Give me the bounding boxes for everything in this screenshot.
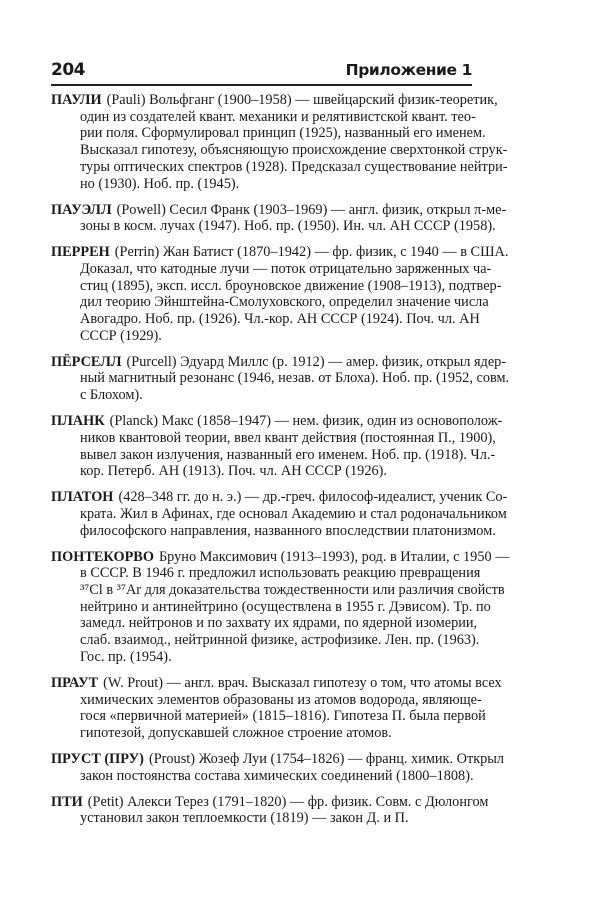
entry-line [51,244,509,261]
entry-line: ³⁷Cl в ³⁷Ar для доказательства тождественности или различия свойств [80,582,505,599]
entry-line [51,489,508,506]
entry-line: философского направления, названного впоследствии платонизмом. [80,522,496,539]
dictionary-entry [51,750,505,784]
entry-line: рии поля. Сформулировал принцип (1925), названный его именем. [80,125,486,142]
dictionary-entry [51,793,489,827]
entry-line: но (1930). Ноб. пр. (1945). [80,175,240,192]
dictionary-entry [51,92,508,192]
entry-text: (Powell) Сесил Франк (1903–1969) — англ. физик, открыл π-ме- [116,201,507,218]
entry-line: закон постоянства состава химических соединений (1800–1808). [80,767,474,784]
entry-line [51,92,498,109]
entry-line: Гос. пр. (1954). [80,648,172,665]
entry-line: туры оптических спектров (1928). Предсказал существование нейтри- [80,158,508,175]
dictionary-entries [51,92,510,836]
entry-headword: ПОНТЕКОРВО [51,548,154,565]
entry-line: ный магнитный резонанс (1946, незав. от Блоха). Ноб. пр. (1952, совм. [80,370,510,387]
dictionary-entry [51,244,509,344]
entry-text: (Proust) Жозеф Луи (1754–1826) — франц. химик. Открыл [148,750,505,767]
entry-text: (Pauli) Вольфганг (1900–1958) — швейцарский физик-теоретик, [106,92,498,108]
dictionary-entry [51,413,503,480]
entry-line: установил закон теплоемкости (1819) — закон Д. и П. [80,810,409,827]
entry-line: замедл. нейтронов и по захвату их ядрами, по ядерной изомерии, [80,615,478,632]
entry-line: крата. Жил в Афинах, где основал Академию и стал родоначальником [80,505,507,522]
entry-headword: ПЛАНК [51,413,105,430]
entry-headword: ПЕРРЕН [51,244,110,261]
entry-line: ников квантовой теории, ввел квант действия (постоянная П., 1900), [80,429,496,446]
entry-line: кор. Петерб. АН (1913). Поч. чл. АН СССР (1926). [80,463,387,480]
entry-line: вывел закон излучения, названный его именем. Ноб. пр. (1918). Чл.- [80,446,496,463]
page-number: 204 [51,60,85,80]
entry-line: Авогадро. Ноб. пр. (1926). Чл.-кор. АН СССР (1924). Поч. чл. АН [80,311,480,328]
entry-text: (Petit) Алекси Терез (1791–1820) — фр. физик. Совм. с Дюлонгом [87,793,489,810]
entry-line: нейтрино и антинейтрино (осуществлена в 1955 г. Дэвисом). Тр. по [80,598,491,615]
entry-headword: ПЁРСЕЛЛ [51,353,122,370]
entry-line [51,353,507,371]
entry-line: Доказал, что катодные лучи — поток отрицательно заряженных ча- [80,260,492,277]
entry-text: (Perrin) Жан Батист (1870–1942) — фр. физик, с 1940 — в США. [114,244,509,261]
entry-line: гипотезой, допускавшей сложное строение атомов. [80,724,392,741]
header-rule [51,84,472,86]
entry-line: гося «первичной материей» (1815–1816). Гипотеза П. была первой [80,708,486,725]
entry-line [51,548,510,566]
entry-line [51,793,489,811]
dictionary-entry [51,353,510,404]
entry-headword: ПРАУТ [51,674,99,691]
entry-text: (Purcell) Эдуард Миллс (р. 1912) — амер. физик, открыл ядер- [126,353,507,370]
entry-headword: ПРУСТ (ПРУ) [51,750,144,767]
entry-headword: ПАУЛИ [51,92,102,108]
entry-text: Бруно Максимович (1913–1993), род. в Италии, с 1950 — [158,548,510,565]
entry-line [51,674,502,692]
entry-line: химических элементов образованы из атомов водорода, являюще- [80,691,482,708]
page-header [51,60,472,84]
entry-line [51,413,503,430]
entry-headword: ПЛАТОН [51,489,114,506]
dictionary-entry [51,489,508,539]
entry-line: с Блохом). [80,387,143,404]
entry-headword: ПАУЭЛЛ [51,201,112,218]
entry-headword: ПТИ [51,793,83,810]
entry-line: зоны в косм. лучах (1947). Ноб. пр. (1950). Ин. чл. АН СССР (1958). [80,218,496,235]
entry-line [51,201,507,219]
entry-line: слаб. взаимод., нейтринной физике, астрофизике. Лен. пр. (1963). [80,632,480,649]
dictionary-entry [51,201,507,235]
entry-line [51,750,505,768]
entry-text: (428–348 гг. до н. э.) — др.-греч. философ-идеалист, ученик Со- [118,489,508,506]
entry-text: (W. Prout) — англ. врач. Высказал гипотезу о том, что атомы всех [103,674,502,691]
running-title: Приложение 1 [345,61,472,79]
entry-text: (Planck) Макс (1858–1947) — нем. физик, один из основополож- [109,413,503,430]
dictionary-entry [51,674,502,742]
entry-line: в СССР. В 1946 г. предложил использовать реакцию превращения [80,565,481,582]
entry-line: дил теорию Эйнштейна-Смолуховского, определил значение числа [80,294,489,311]
entry-line: СССР (1929). [80,327,162,344]
entry-line: Высказал гипотезу, объясняющую происхождение сверхтонкой струк- [80,142,508,159]
entry-line: один из создателей квант. механики и релятивистской квант. тео- [80,108,476,125]
entry-line: стиц (1895), эксп. иссл. броуновское движение (1908–1913), подтвер- [80,277,502,294]
dictionary-entry [51,548,510,666]
